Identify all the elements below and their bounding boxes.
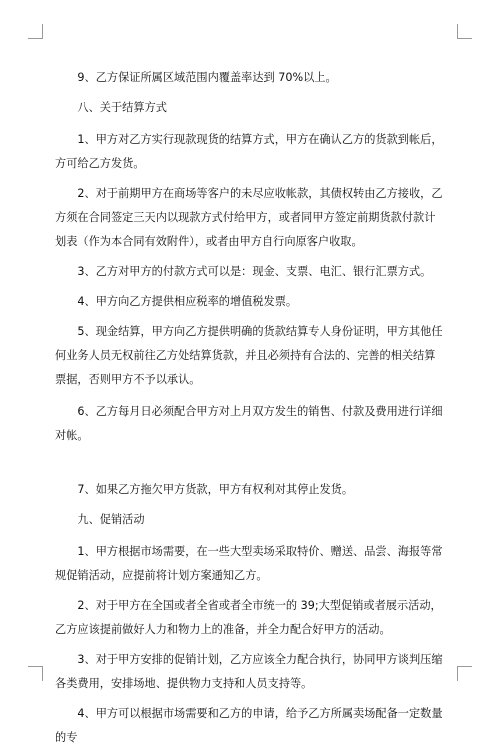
paragraph-settlement-1: 1、甲方对乙方实行现款现货的结算方式，甲方在确认乙方的货款到帐后，方可给乙方发货。	[55, 133, 443, 170]
paragraph-promotion-4: 4、甲方可以根据市场需要和乙方的申请，给予乙方所属卖场配备一定数量的专	[55, 707, 443, 744]
paragraph-promotion-2: 2、对于甲方在全国或者全省或者全市统一的 39;大型促销或者展示活动，乙方应该提前做好人力和物力上的准备，并全力配合好甲方的活动。	[55, 599, 442, 636]
paragraph-settlement-4: 4、甲方向乙方提供相应税率的增值税发票。	[77, 295, 298, 308]
section-heading-promotion: 九、促销活动	[77, 513, 145, 526]
paragraph-settlement-6: 6、乙方每月日必须配合甲方对上月双方发生的销售、付款及费用进行详细对帐。	[55, 405, 443, 442]
document-page	[55, 66, 445, 750]
crop-mark-bottom-right	[457, 666, 472, 681]
paragraph-promotion-1: 1、甲方根据市场需要，在一些大型卖场采取特价、赠送、品尝、海报等常规促销活动，应提前将计划方案通知乙方。	[55, 545, 443, 582]
paragraph-promotion-3: 3、对于甲方安排的促销计划，乙方应该全力配合执行，协同甲方谈判压缩各类费用，安排场地、提供物力支持和人员支持等。	[55, 653, 443, 690]
paragraph-coverage: 9、乙方保证所属区域范围内覆盖率达到 70%以上。	[77, 71, 337, 84]
section-heading-settlement: 八、关于结算方式	[77, 101, 167, 114]
paragraph-settlement-7: 7、如果乙方拖欠甲方货款，甲方有权利对其停止发货。	[77, 483, 354, 496]
paragraph-settlement-5: 5、现金结算，甲方向乙方提供明确的货款结算专人身份证明，甲方其他任何业务人员无权前往乙方处结算货款，并且必须持有合法的、完善的相关结算票据，否则甲方不予以承认。	[55, 325, 443, 386]
crop-mark-top-right	[457, 24, 472, 39]
paragraph-settlement-3: 3、乙方对甲方的付款方式可以是：现金、支票、电汇、银行汇票方式。	[77, 265, 432, 278]
crop-mark-bottom-left	[28, 666, 43, 681]
paragraph-settlement-2: 2、对于前期甲方在商场等客户的未尽应收帐款，其债权转由乙方接收，乙方须在合同签定三天内以现款方式付给甲方，或者同甲方签定前期货款付款计划表（作为本合同有效附件），或者由甲方自行向原客户收取。	[55, 187, 443, 248]
crop-mark-top-left	[28, 24, 43, 39]
